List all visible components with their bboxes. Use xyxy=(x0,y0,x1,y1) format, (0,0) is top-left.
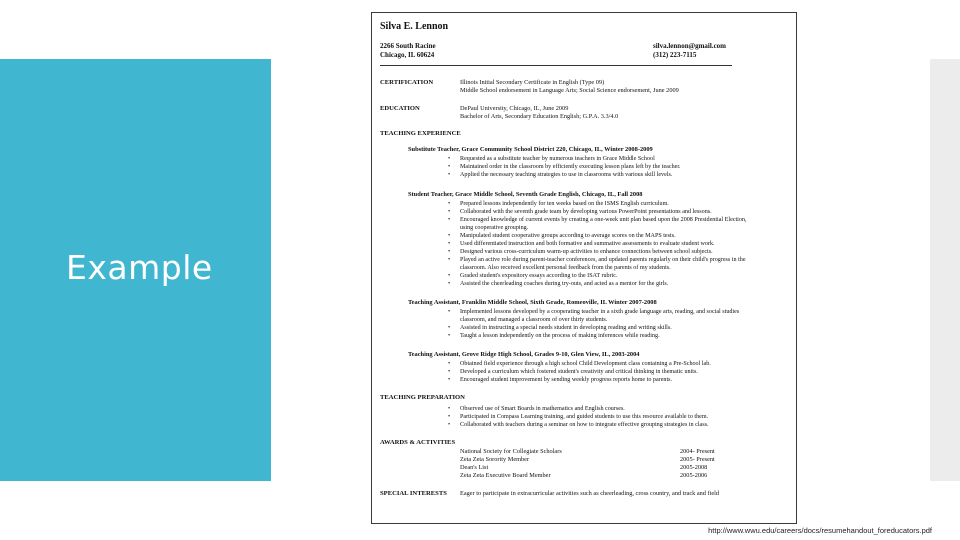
award-date: 2005- Present xyxy=(680,456,715,463)
teaching-preparation-heading: TEACHING PREPARATION xyxy=(380,394,465,401)
prep-bullet: • Participated in Compass Learning training, and guided students to use this resource available to them. xyxy=(448,414,709,420)
job-bullet: • Applied the necessary teaching strategies to use in classrooms with various skill levels. xyxy=(448,172,673,178)
resume-email: silva.lennon@gmail.com xyxy=(653,42,727,50)
resume-phone: (312) 223-7115 xyxy=(653,51,697,59)
education-line: Bachelor of Arts, Secondary Education English; G.P.A. 3.3/4.0 xyxy=(460,113,619,120)
resume-contact xyxy=(653,42,726,60)
job-bullet: • Manipulated student cooperative groups according to average scores on the MAPS tests. xyxy=(448,233,676,239)
job-bullet: • Obtained field experience through a high school Child Development class containing a Pre-School lab. xyxy=(448,361,711,367)
special-interests-heading: SPECIAL INTERESTS xyxy=(380,490,447,497)
address-line-2: Chicago, IL 60624 xyxy=(380,51,435,59)
prep-bullet: • Collaborated with teachers during a seminar on how to integrate effective grouping strategies in class. xyxy=(448,422,709,428)
job-bullet: • Assisted the cheerleading coaches during try-outs, and acted as a mentor for the girls. xyxy=(448,281,669,287)
award-name: Zeta Zeta Executive Board Member xyxy=(460,472,551,479)
awards-heading: AWARDS & ACTIVITIES xyxy=(380,439,456,446)
job-bullet: • Encouraged student improvement by sending weekly progress reports home to parents. xyxy=(448,377,673,383)
resume-name: Silva E. Lennon xyxy=(380,21,449,32)
prep-bullet: • Observed use of Smart Boards in mathematics and English courses. xyxy=(448,406,625,412)
award-name: National Society for Collegiate Scholars xyxy=(460,448,562,455)
job-title: Student Teacher, Grace Middle School, Seventh Grade English, Chicago, IL, Fall 2008 xyxy=(408,191,643,198)
job-bullet: • Maintained order in the classroom by efficiently executing lesson plans left by the teacher. xyxy=(448,164,681,170)
header-rule xyxy=(380,65,732,66)
education-line: DePaul University, Chicago, IL, June 2009 xyxy=(460,105,569,112)
teaching-experience-heading: TEACHING EXPERIENCE xyxy=(380,130,461,137)
job-bullet: • Assisted in instructing a special needs student in developing reading and writing skills. xyxy=(448,325,672,331)
certification-line: Middle School endorsement in Language Arts; Social Science endorsement, June 2009 xyxy=(460,87,679,94)
award-name: Dean's List xyxy=(460,464,489,471)
education-heading: EDUCATION xyxy=(380,105,420,112)
job-title: Teaching Assistant, Grove Ridge High School, Grades 9-10, Glen View, IL, 2003-2004 xyxy=(408,351,640,358)
resume-address xyxy=(380,42,436,60)
job-bullet: • Played an active role during parent-teacher conferences, and updated parents regularly on their child's progress in the xyxy=(448,257,746,263)
address-line-1: 2266 South Racine xyxy=(380,42,436,50)
award-name: Zeta Zeta Sorority Member xyxy=(460,456,530,463)
certification-line: Illinois Initial Secondary Certificate in English (Type 09) xyxy=(460,79,605,86)
job-bullet: • Developed a curriculum which fostered student's creativity and critical thinking in thematic units. xyxy=(448,369,698,375)
special-interests-text: Eager to participate in extracurricular activities such as cheerleading, cross country, and track and field xyxy=(460,490,720,497)
job-title: Substitute Teacher, Grace Community School District 220, Chicago, IL, Winter 2008-2009 xyxy=(408,146,653,153)
job-bullet: • Designed various cross-curriculum warm-up activities to enhance connections between school subjects. xyxy=(448,249,713,255)
job-title: Teaching Assistant, Franklin Middle School, Sixth Grade, Romeoville, IL Winter 2007-2008 xyxy=(408,299,657,306)
job-bullet-continued: using cooperative grouping. xyxy=(460,225,529,231)
award-date: 2004- Present xyxy=(680,448,715,455)
job-bullet: • Requested as a substitute teacher by numerous teachers in Grace Middle School xyxy=(448,156,655,162)
source-link[interactable]: http://www.wwu.edu/careers/docs/resumehandout_foreducators.pdf xyxy=(708,526,932,535)
job-bullet: • Implemented lessons developed by a cooperating teacher in a sixth grade language arts, reading, and social studies xyxy=(448,309,740,315)
award-date: 2005-2008 xyxy=(680,464,708,471)
job-bullet-continued: classroom, and managed a classroom of over thirty students. xyxy=(460,317,608,323)
job-bullet: • Prepared lessons independently for ten weeks based on the ISMS English curriculum. xyxy=(448,201,669,207)
slide-title: Example xyxy=(66,248,213,287)
job-bullet: • Taught a lesson independently on the process of making inferences while reading. xyxy=(448,333,660,339)
side-bar xyxy=(930,59,960,481)
job-bullet: • Encouraged knowledge of current events by creating a one-week unit plan based upon the 2008 Presidential Election, xyxy=(448,217,747,223)
job-bullet: • Collaborated with the seventh grade team by developing various PowerPoint presentations and lessons. xyxy=(448,209,712,215)
certification-heading: CERTIFICATION xyxy=(380,79,434,86)
award-date: 2005-2006 xyxy=(680,472,708,479)
job-bullet-continued: classroom. Also received excellent personal feedback from the parents of my students. xyxy=(460,265,671,271)
job-bullet: • Graded student's expository essays according to the ISAT rubric. xyxy=(448,273,618,279)
job-bullet: • Used differentiated instruction and both formative and summative assessments to evaluate student work. xyxy=(448,241,715,247)
resume-document xyxy=(371,12,797,524)
